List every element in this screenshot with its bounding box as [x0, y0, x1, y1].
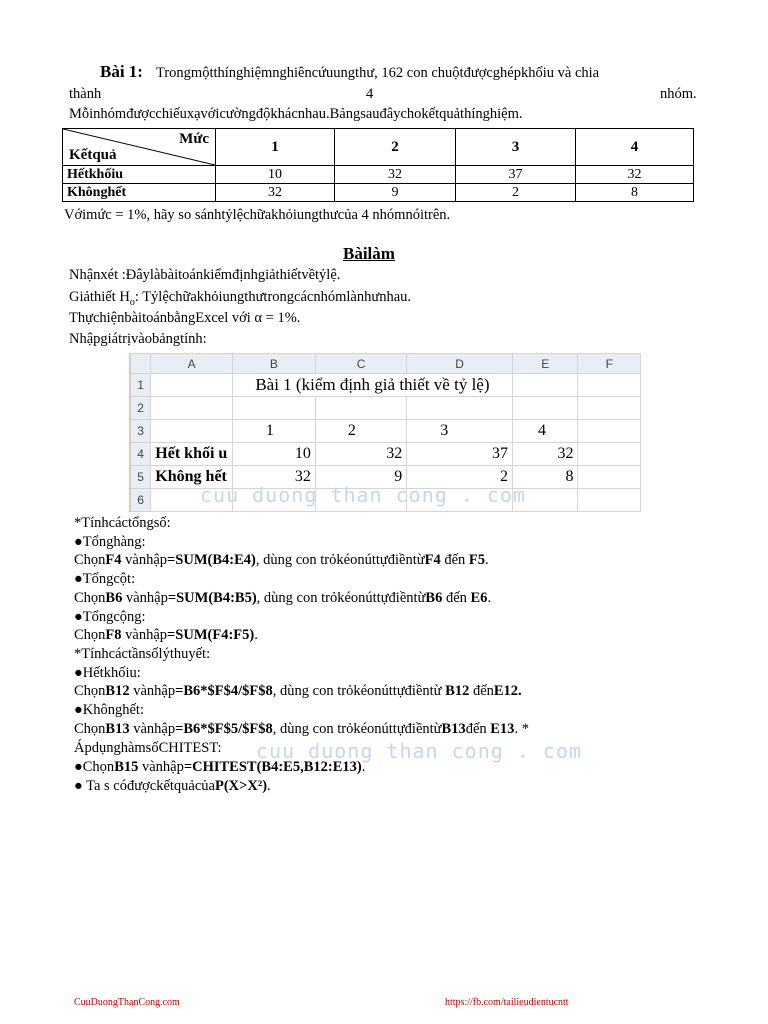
problem-line-2-start: thành	[69, 86, 102, 102]
sheet-cell: 8	[512, 466, 577, 489]
text-segment: .	[361, 759, 366, 775]
row-header: 6	[131, 489, 151, 512]
step-column-totals-instruction	[74, 590, 491, 607]
sheet-title-cell: Bài 1 (kiểm định giả thiết về tỷ lệ)	[232, 374, 512, 397]
solution-hypothesis	[69, 289, 411, 308]
sheet-cell: 2	[315, 420, 406, 443]
result-header: Kếtquả	[69, 147, 117, 163]
bold-segment: =SUM(F4:F5)	[167, 627, 255, 643]
bold-segment: B6	[105, 590, 123, 606]
bold-segment: =B6*$F$5/$F$8	[175, 721, 273, 737]
table-cell: 9	[335, 184, 456, 202]
sheet-cell	[512, 374, 577, 397]
hypothesis-prefix: Giảthiết H	[69, 289, 130, 305]
bold-segment: B13	[441, 721, 466, 737]
level-header: Mức	[179, 131, 209, 147]
bold-segment: B15	[114, 759, 139, 775]
text-segment: Chọn	[74, 552, 106, 568]
footer-facebook-link[interactable]: https://fb.com/tailieudientucntt	[445, 997, 569, 1008]
column-header: A	[151, 354, 233, 374]
row-label: Khônghết	[63, 184, 216, 202]
sheet-cell	[578, 397, 641, 420]
row-header: 5	[131, 466, 151, 489]
sheet-cell	[407, 397, 513, 420]
text-segment: đến	[442, 590, 471, 606]
sheet-row-label: Không hết	[151, 466, 233, 489]
table-cell: 32	[216, 184, 335, 202]
level-cell: 2	[335, 129, 456, 166]
text-segment: đến	[440, 552, 469, 568]
problem-line-1: Trongmộtthínghiệmnghiêncứuungthư, 162 con chuộtđượcghépkhốiu và chia	[156, 65, 600, 81]
table-cell: 10	[216, 166, 335, 184]
text-segment: , dùng con trỏkéonúttựđiềntừ	[255, 552, 425, 568]
step-chitest-instruction	[74, 759, 365, 776]
watermark: cuu duong than cong . com	[256, 739, 583, 763]
row-header: 3	[131, 420, 151, 443]
table-row	[63, 166, 694, 184]
bold-segment: E6	[470, 590, 488, 606]
text-segment: .	[267, 778, 271, 794]
corner-cell	[131, 354, 151, 374]
bold-segment: E13	[490, 721, 515, 737]
text-segment: Chọn	[74, 721, 106, 737]
sheet-cell	[578, 466, 641, 489]
table-corner-header	[63, 129, 216, 166]
bold-segment: F4	[105, 552, 122, 568]
text-segment: Chọn	[74, 683, 106, 699]
sheet-cell	[578, 374, 641, 397]
sheet-cell	[578, 443, 641, 466]
bold-segment: B12	[105, 683, 130, 699]
column-header: B	[232, 354, 315, 374]
bold-segment: P(X>X²)	[214, 778, 268, 794]
column-header: E	[512, 354, 577, 374]
sheet-cell: 32	[315, 443, 406, 466]
sheet-cell: 10	[232, 443, 315, 466]
solution-title: Bàilàm	[343, 244, 395, 263]
sheet-cell: 32	[232, 466, 315, 489]
sheet-cell	[578, 420, 641, 443]
step-column-totals: ●Tổngcột:	[74, 571, 136, 587]
sheet-cell	[232, 397, 315, 420]
level-cell: 3	[456, 129, 576, 166]
sheet-row	[131, 374, 641, 397]
step-heading-expected: *Tínhcáctầnsốlýthuyết:	[74, 646, 211, 662]
text-segment: vànhập	[129, 683, 176, 699]
bold-segment: =CHITEST(B4:E5,B12:E13)	[183, 759, 362, 775]
text-segment: ● Ta s cóđượckếtquảcủa	[74, 778, 215, 794]
step-grand-total: ●Tổngcộng:	[74, 609, 146, 625]
sheet-cell	[151, 374, 233, 397]
sheet-cell	[315, 397, 406, 420]
step-expected-cured-instruction	[74, 683, 522, 700]
sheet-row	[131, 397, 641, 420]
bold-segment: =SUM(B4:E4)	[167, 552, 256, 568]
table-row	[63, 184, 694, 202]
solution-remark: Nhậnxét :Đâylàbàitoánkiểmđịnhgiảthiếtvềtỷlệ.	[69, 267, 341, 283]
text-segment: . *	[514, 721, 529, 737]
problem-line-3: Mỗinhómđượcchiếuxạvớicườngđộkhácnhau.Bảngsauđâychokếtquảthínghiệm.	[69, 106, 523, 122]
sheet-cell: 4	[512, 420, 577, 443]
sheet-cell	[512, 397, 577, 420]
text-segment: đến	[469, 683, 494, 699]
sheet-cell	[578, 489, 641, 512]
sheet-row-label: Hết khối u	[151, 443, 233, 466]
bold-segment: F5	[468, 552, 485, 568]
text-segment: .	[254, 627, 258, 643]
text-segment: , dùng con trỏkéonúttựđiềntừ	[272, 721, 442, 737]
solution-input-note: Nhậpgiátrịvàobảngtính:	[69, 331, 207, 347]
bold-segment: B6	[425, 590, 443, 606]
text-segment: vànhập	[138, 759, 184, 775]
sheet-cell	[151, 397, 233, 420]
sheet-cell: 32	[512, 443, 577, 466]
footer-site-link[interactable]: CuuDuongThanCong.com	[74, 997, 180, 1008]
text-segment: vànhập	[129, 721, 176, 737]
column-header: C	[315, 354, 406, 374]
table-cell: 2	[456, 184, 576, 202]
table-cell: 37	[456, 166, 576, 184]
column-header-row	[131, 354, 641, 374]
step-row-totals: ●Tổnghàng:	[74, 534, 146, 550]
column-header: D	[407, 354, 513, 374]
text-segment: , dùng con trỏkéonúttựđiềntừ	[272, 683, 446, 699]
result-table	[62, 128, 694, 202]
step-heading-totals: *Tínhcáctổngsố:	[74, 515, 171, 531]
sheet-cell: 2	[407, 466, 513, 489]
step-grand-total-instruction	[74, 627, 258, 644]
bold-segment: F4	[424, 552, 441, 568]
bold-segment: F8	[105, 627, 122, 643]
text-segment: đến	[465, 721, 491, 737]
sheet-cell: 9	[315, 466, 406, 489]
text-segment: vànhập	[122, 590, 168, 606]
text-segment: ●Chọn	[74, 759, 115, 775]
step-result	[74, 778, 271, 795]
bold-segment: E12.	[493, 683, 522, 699]
text-segment: .	[487, 590, 492, 606]
text-segment: , dùng con trỏkéonúttựđiềntừ	[256, 590, 426, 606]
text-segment: .	[485, 552, 489, 568]
sheet-cell: 3	[407, 420, 513, 443]
table-cell: 8	[576, 184, 694, 202]
hypothesis-subscript: o	[129, 296, 135, 308]
problem-question: Vớimức = 1%, hãy so sánhtỷlệchữakhỏiungthưcủa 4 nhómnóitrên.	[64, 207, 451, 223]
row-header: 1	[131, 374, 151, 397]
bold-segment: B12	[445, 683, 470, 699]
row-header: 2	[131, 397, 151, 420]
text-segment: Chọn	[74, 590, 106, 606]
step-expected-cured: ●Hếtkhốiu:	[74, 665, 141, 681]
text-segment: vànhập	[121, 552, 168, 568]
sheet-row	[131, 420, 641, 443]
hypothesis-text: : Tỷlệchữakhỏiungthưtrongcácnhómlànhưnhau.	[134, 289, 411, 305]
problem-title: Bài 1:	[100, 62, 143, 81]
row-label: Hếtkhốiu	[63, 166, 216, 184]
step-expected-not-cured: ●Khônghết:	[74, 702, 144, 718]
column-header: F	[578, 354, 641, 374]
problem-line-2-end: nhóm.	[660, 86, 697, 102]
step-chitest-heading: ÁpdụnghàmsốCHITEST:	[74, 740, 222, 756]
level-cell: 1	[216, 129, 335, 166]
solution-method: ThựchiệnbàitoánbằngExcel với α = 1%.	[69, 310, 301, 326]
text-segment: Chọn	[74, 627, 106, 643]
text-segment: vànhập	[121, 627, 168, 643]
level-cell: 4	[576, 129, 694, 166]
row-header: 4	[131, 443, 151, 466]
table-cell: 32	[335, 166, 456, 184]
sheet-cell: 37	[407, 443, 513, 466]
bold-segment: =B6*$F$4/$F$8	[175, 683, 273, 699]
watermark: cuu duong than cong . com	[200, 483, 527, 507]
bold-segment: =SUM(B4:B5)	[167, 590, 257, 606]
sheet-cell: 1	[232, 420, 315, 443]
step-row-totals-instruction	[74, 552, 489, 569]
step-expected-not-cured-instruction	[74, 721, 529, 738]
table-cell: 32	[576, 166, 694, 184]
sheet-cell	[151, 420, 233, 443]
sheet-row	[131, 443, 641, 466]
problem-line-2-mid: 4	[366, 86, 374, 102]
bold-segment: B13	[105, 721, 130, 737]
